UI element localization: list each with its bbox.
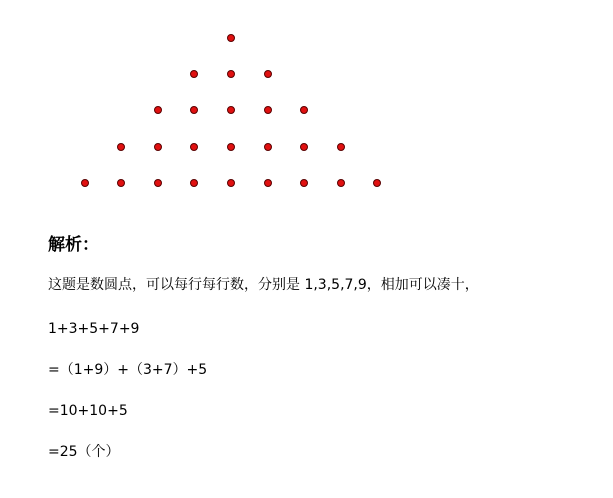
dot-row-3-item-1: [154, 106, 162, 114]
solution-line-result: =25（个）: [48, 444, 120, 460]
dot-row-2-item-1: [190, 70, 198, 78]
solution-line-partial: =10+10+5: [48, 403, 128, 419]
dot-row-5-item-7: [300, 179, 308, 187]
dot-row-3-item-5: [300, 106, 308, 114]
dot-row-4-item-3: [190, 143, 198, 151]
solution-line-sum: 1+3+5+7+9: [48, 321, 140, 337]
dot-row-5-item-4: [190, 179, 198, 187]
dot-row-1-item-1: [227, 34, 235, 42]
dot-row-4-item-7: [337, 143, 345, 151]
dot-row-4-item-4: [227, 143, 235, 151]
solution-line-explanation: 这题是数圆点，可以每行每行数，分别是 1,3,5,7,9，相加可以凑十，: [48, 277, 479, 293]
solution-heading: 解析：: [48, 235, 99, 255]
dot-row-5-item-6: [264, 179, 272, 187]
dot-row-2-item-2: [227, 70, 235, 78]
dot-row-5-item-2: [117, 179, 125, 187]
dot-row-4-item-2: [154, 143, 162, 151]
dot-row-3-item-2: [190, 106, 198, 114]
dot-row-4-item-5: [264, 143, 272, 151]
dot-row-5-item-9: [373, 179, 381, 187]
dot-row-4-item-1: [117, 143, 125, 151]
dot-row-2-item-3: [264, 70, 272, 78]
solution-line-grouping: =（1+9）+（3+7）+5: [48, 362, 208, 378]
dot-row-3-item-3: [227, 106, 235, 114]
dot-row-5-item-8: [337, 179, 345, 187]
dot-row-5-item-1: [81, 179, 89, 187]
dot-row-3-item-4: [264, 106, 272, 114]
dot-row-5-item-5: [227, 179, 235, 187]
dot-row-5-item-3: [154, 179, 162, 187]
solution-section: [48, 232, 608, 460]
dot-triangle-figure: [0, 0, 613, 210]
dot-row-4-item-6: [300, 143, 308, 151]
